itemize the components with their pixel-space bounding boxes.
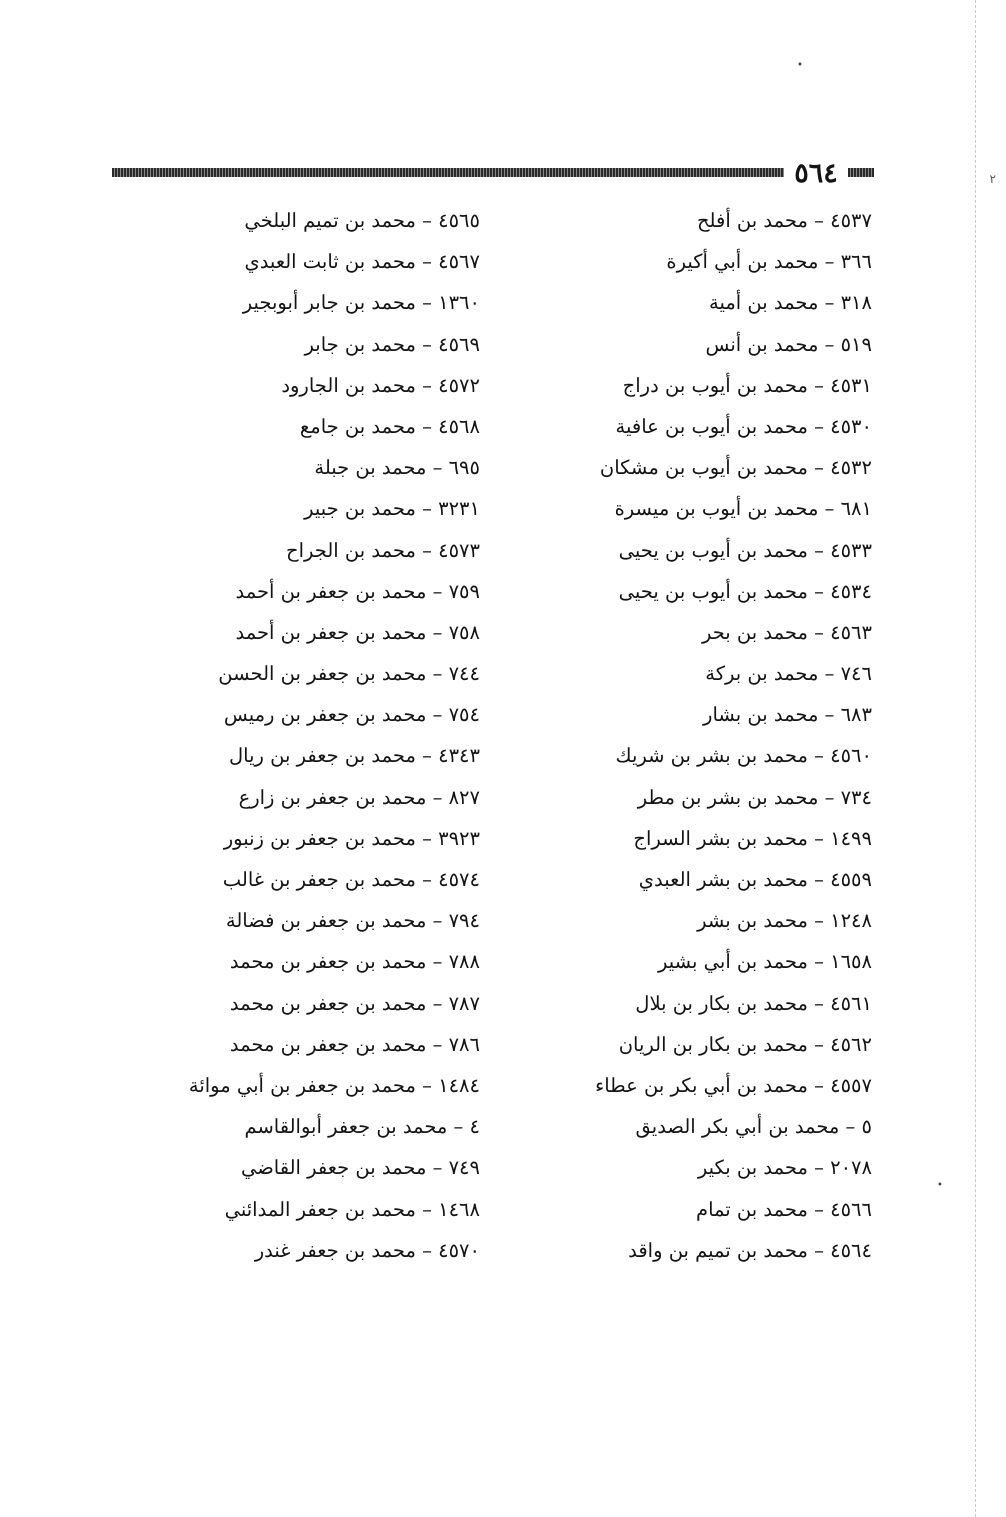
index-entry: ٧٤٩ – محمد بن جعفر القاضي: [240, 1156, 480, 1180]
index-entry: ٥ – محمد بن أبي بكر الصديق: [635, 1115, 872, 1139]
index-column-left: [150, 200, 480, 1271]
page-header: [112, 158, 874, 190]
index-entry: ٤٥٣١ – محمد بن أيوب بن دراج: [622, 373, 872, 397]
page-number: ٥٦٤: [794, 158, 838, 189]
header-rule: [112, 168, 784, 177]
index-entry: ٧٤٤ – محمد بن جعفر بن الحسن: [218, 662, 480, 686]
header-rule-end: [848, 168, 874, 177]
index-entry: ١٤٦٨ – محمد بن جعفر المدائني: [224, 1197, 480, 1221]
index-column-right: [572, 200, 872, 1271]
index-entry: ٤٥٧٤ – محمد بن جعفر بن غالب: [222, 868, 480, 891]
index-entry: ٤٥٦٨ – محمد بن جامع: [299, 414, 480, 438]
index-entry: ٧٣٤ – محمد بن بشر بن مطر: [637, 785, 872, 809]
index-entry: ٧٨٧ – محمد بن جعفر بن محمد: [229, 991, 480, 1015]
index-entry: ٧٥٩ – محمد بن جعفر بن أحمد: [235, 579, 480, 603]
index-entry: ١٤٨٤ – محمد بن جعفر بن أبي موائة: [188, 1073, 480, 1097]
index-entry: ٣١٨ – محمد بن أمية: [709, 291, 872, 315]
index-entry: ٤٥٦٤ – محمد بن تميم بن واقد: [628, 1238, 872, 1262]
index-entry: ٤٥٥٧ – محمد بن أبي بكر بن عطاء: [595, 1073, 872, 1097]
index-entry: ٤٥٧٣ – محمد بن الجراح: [286, 538, 480, 562]
margin-mark: ٢: [989, 172, 996, 186]
index-entry: ٤٥٧٢ – محمد بن الجارود: [281, 373, 480, 397]
scan-dot: •: [937, 1180, 943, 1191]
index-entry: ٧٥٤ – محمد بن جعفر بن رميس: [223, 703, 480, 727]
index-entry: ١٤٩٩ – محمد بن بشر السراج: [633, 826, 872, 850]
scan-dot: •: [797, 60, 803, 71]
index-entry: ٧٨٨ – محمد بن جعفر بن محمد: [229, 950, 480, 974]
index-entry: ٣٦٦ – محمد بن أبي أكيرة: [666, 250, 872, 274]
index-entry: ٤٥٣٢ – محمد بن أيوب بن مشكان: [599, 456, 872, 480]
index-entry: ٧٤٦ – محمد بن بركة: [705, 662, 872, 686]
index-entry: ٤٥٦٩ – محمد بن جابر: [304, 332, 480, 356]
index-entry: ٧٥٨ – محمد بن جعفر بن أحمد: [235, 620, 480, 644]
index-entry: ٢٠٧٨ – محمد بن بكير: [697, 1156, 872, 1180]
index-entry: ٤ – محمد بن جعفر أبوالقاسم: [244, 1115, 480, 1139]
index-entry: ٤٥٣٤ – محمد بن أيوب بن يحيى: [618, 579, 872, 603]
index-entry: ٤٥٣٣ – محمد بن أيوب بن يحيى: [618, 538, 872, 562]
index-entry: ٧٩٤ – محمد بن جعفر بن فضالة: [225, 909, 480, 933]
index-entry: ٦٩٥ – محمد بن جبلة: [314, 456, 480, 480]
index-entry: ٤٥٣٠ – محمد بن أيوب بن عافية: [615, 414, 872, 438]
index-entry: ٨٢٧ – محمد بن جعفر بن زارع: [238, 785, 480, 809]
index-entry: ٥١٩ – محمد بن أنس: [705, 332, 872, 356]
index-entry: ٤٣٤٣ – محمد بن جعفر بن ريال: [229, 744, 480, 768]
index-entry: ٦٨١ – محمد بن أيوب بن ميسرة: [614, 497, 872, 521]
index-entry: ٤٥٦٦ – محمد بن تمام: [696, 1197, 872, 1221]
index-entry: ٤٥٦٧ – محمد بن ثابت العبدي: [244, 250, 480, 274]
index-entry: ٤٥٦٣ – محمد بن بحر: [701, 620, 872, 644]
index-entry: ٤٥٦٢ – محمد بن بكار بن الريان: [618, 1032, 872, 1056]
index-entry: ٤٥٦٥ – محمد بن تميم البلخي: [244, 209, 480, 232]
index-entry: ٤٥٣٧ – محمد بن أفلح: [696, 209, 872, 232]
index-entry: ١٢٤٨ – محمد بن بشر: [697, 909, 872, 933]
index-entry: ٤٥٦١ – محمد بن بكار بن بلال: [635, 991, 872, 1015]
index-entry: ٣٢٣١ – محمد بن جبير: [304, 497, 480, 521]
index-entry: ٣٩٢٣ – محمد بن جعفر بن زنبور: [223, 826, 480, 850]
index-entry: ٤٥٦٠ – محمد بن بشر بن شريك: [615, 744, 872, 768]
index-entry: ٤٥٧٠ – محمد بن جعفر غندر: [254, 1238, 480, 1262]
page-edge: [975, 0, 976, 1517]
index-entry: ٤٥٥٩ – محمد بن بشر العبدي: [638, 868, 872, 891]
index-entry: ٧٨٦ – محمد بن جعفر بن محمد: [229, 1032, 480, 1056]
index-entry: ٦٨٣ – محمد بن بشار: [703, 703, 872, 727]
index-entry: ١٣٦٠ – محمد بن جابر أبوبجير: [242, 291, 480, 315]
index-entry: ١٦٥٨ – محمد بن أبي بشير: [657, 950, 872, 974]
